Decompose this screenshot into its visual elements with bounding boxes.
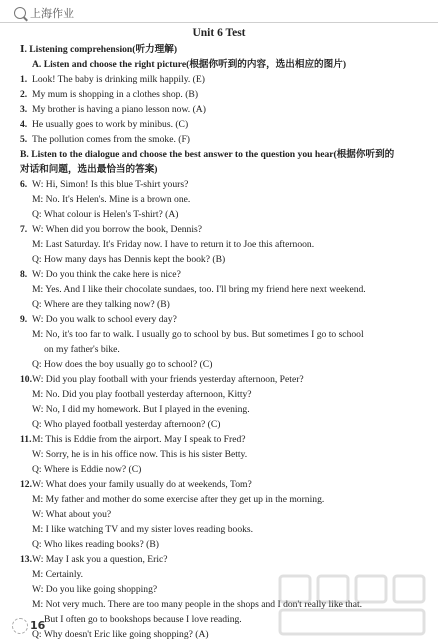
item-text: He usually goes to work by minibus. (C) — [32, 119, 189, 130]
dialogue-line-continued: But I often go to bookshops because I love reading. — [44, 614, 242, 625]
item-number: 12. — [20, 479, 32, 490]
item-number: 6. — [20, 179, 28, 190]
search-logo-icon — [14, 7, 26, 19]
item-number: 7. — [20, 224, 28, 235]
page-title: Unit 6 Test — [192, 27, 246, 39]
item-number: 9. — [20, 314, 28, 325]
dialogue-text: W: When did you borrow the book, Dennis? — [32, 224, 202, 235]
part-b-heading-continued: 对话和问题，选出最恰当的答案) — [20, 164, 158, 175]
dialogue-text: W: May I ask you a question, Eric? — [32, 554, 168, 565]
section-heading: Ⅰ. Listening comprehension(听力理解) — [20, 44, 178, 55]
list-item — [20, 132, 424, 147]
question-line: Q: Who played football yesterday afternoon? (C) — [32, 419, 221, 430]
dialogue-line: W: No, I did my homework. But I played in the evening. — [32, 404, 250, 415]
item-number: 3. — [20, 104, 28, 115]
dialogue-line — [20, 552, 424, 567]
dialogue-text: W: Do you think the cake here is nice? — [32, 269, 181, 280]
dialogue-line: M: Yes. And I like their chocolate sundaes, too. I'll bring my friend here next weekend. — [32, 284, 366, 295]
dialogue-line — [20, 312, 424, 327]
item-text: Look! The baby is drinking milk happily. (E) — [32, 74, 205, 85]
dialogue-text: M: This is Eddie from the airport. May I speak to Fred? — [32, 434, 246, 445]
dialogue-line: W: Do you like going shopping? — [32, 584, 158, 595]
watermark-logo — [272, 570, 432, 640]
item-number: 1. — [20, 74, 28, 85]
item-number: 10. — [20, 374, 32, 385]
dialogue-line: W: Sorry, he is in his office now. This is his sister Betty. — [32, 449, 248, 460]
dialogue-line: M: I like watching TV and my sister loves reading books. — [32, 524, 254, 535]
dialogue-text: W: Hi, Simon! Is this blue T-shirt yours? — [32, 179, 189, 190]
dialogue-text: W: Do you walk to school every day? — [32, 314, 177, 325]
dialogue-line: M: No. Did you play football yesterday afternoon, Kitty? — [32, 389, 252, 400]
list-item — [20, 117, 424, 132]
item-number: 2. — [20, 89, 28, 100]
item-number: 5. — [20, 134, 28, 145]
item-number: 8. — [20, 269, 28, 280]
item-text: The pollution comes from the smoke. (F) — [32, 134, 191, 145]
list-item — [20, 87, 424, 102]
dialogue-text: W: What does your family usually do at weekends, Tom? — [32, 479, 252, 490]
dialogue-line — [20, 477, 424, 492]
dialogue-line — [20, 267, 424, 282]
question-line: Q: Who likes reading books? (B) — [32, 539, 159, 550]
part-b-heading: B. Listen to the dialogue and choose the best answer to the question you hear(根据你听到的 — [20, 149, 395, 160]
page-corner-ornament — [12, 618, 28, 634]
document-body — [20, 42, 424, 642]
dialogue-line — [20, 372, 424, 387]
dialogue-line: M: Not very much. There are too many people in the shops and I don't really like that. — [32, 599, 363, 610]
dialogue-line: M: My father and mother do some exercise after they get up in the morning. — [32, 494, 325, 505]
book-header — [14, 5, 74, 21]
dialogue-line: M: No. It's Helen's. Mine is a brown one. — [32, 194, 191, 205]
item-text: My brother is having a piano lesson now. (A) — [32, 104, 206, 115]
question-line: Q: Where is Eddie now? (C) — [32, 464, 142, 475]
question-line: Q: How does the boy usually go to school? (C) — [32, 359, 213, 370]
dialogue-line — [20, 432, 424, 447]
page-number: 16 — [30, 619, 46, 632]
dialogue-line: W: What about you? — [32, 509, 112, 520]
list-item — [20, 102, 424, 117]
question-line: Q: Why doesn't Eric like going shopping? (A) — [32, 629, 209, 640]
dialogue-text: W: Did you play football with your friends yesterday afternoon, Peter? — [32, 374, 304, 385]
item-text: My mum is shopping in a clothes shop. (B) — [32, 89, 199, 100]
question-line: Q: How many days has Dennis kept the book? (B) — [32, 254, 226, 265]
question-line: Q: Where are they talking now? (B) — [32, 299, 170, 310]
question-line: Q: What colour is Helen's T-shirt? (A) — [32, 209, 179, 220]
dialogue-line: M: Certainly. — [32, 569, 84, 580]
list-item — [20, 72, 424, 87]
item-number: 11. — [20, 434, 32, 445]
item-number: 4. — [20, 119, 28, 130]
header-divider — [0, 22, 438, 23]
dialogue-line-continued: on my father's bike. — [44, 344, 120, 355]
dialogue-line — [20, 177, 424, 192]
dialogue-line — [20, 222, 424, 237]
part-a-heading: A. Listen and choose the right picture(根据你听到的内容，选出相应的图片) — [32, 59, 347, 70]
dialogue-line: M: Last Saturday. It's Friday now. I have to return it to Joe this afternoon. — [32, 239, 315, 250]
item-number: 13. — [20, 554, 32, 565]
header-label: 上海作业 — [30, 7, 74, 20]
dialogue-line: M: No, it's too far to walk. I usually go to school by bus. But sometimes I go to school — [32, 329, 364, 340]
